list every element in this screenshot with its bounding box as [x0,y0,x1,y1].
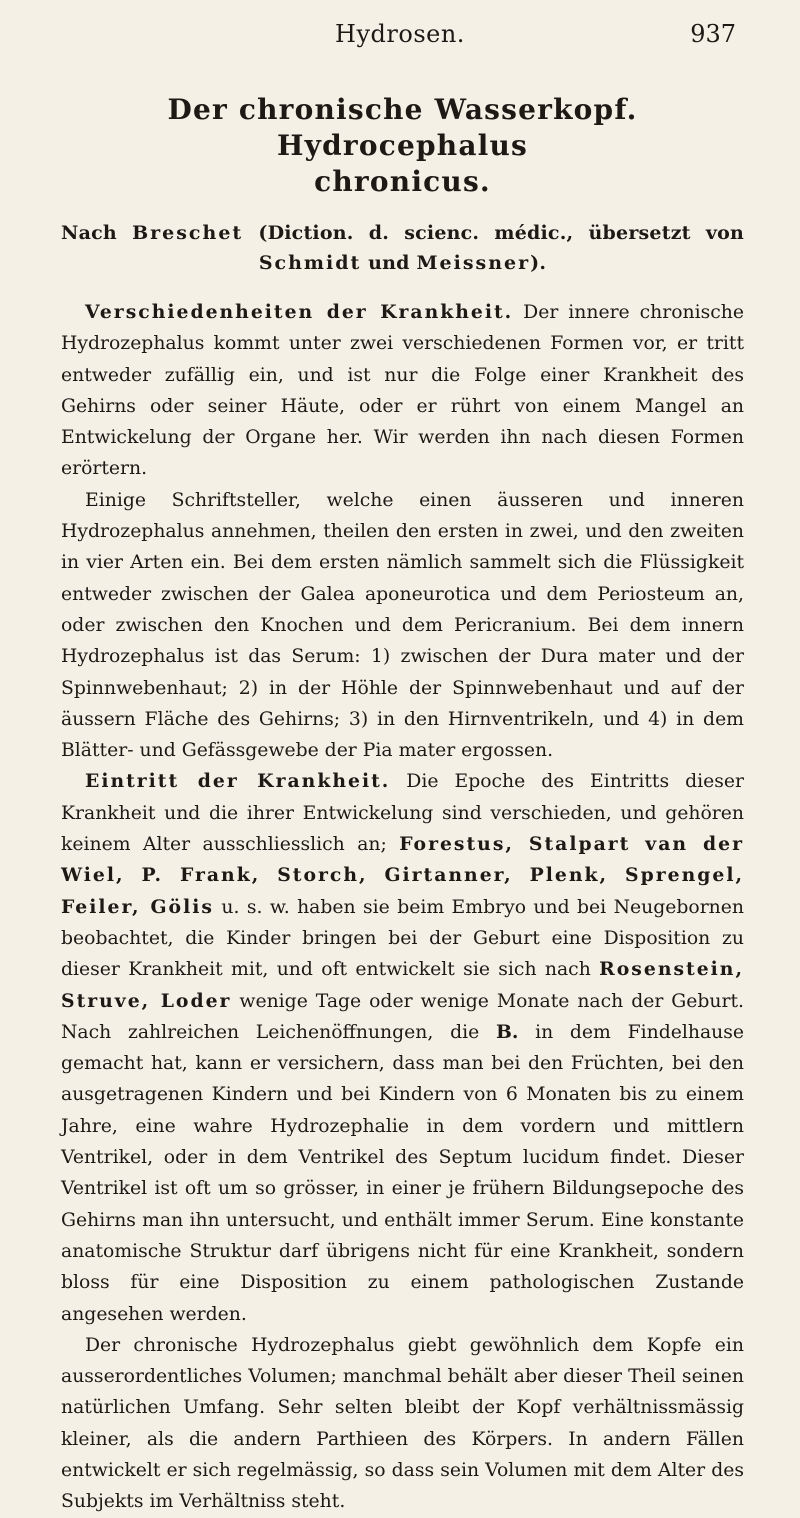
paragraph-forms [61,485,744,767]
page-number: 937 [690,20,736,48]
paragraph-text: Einige Schriftsteller, welche einen äusseren und inneren Hydrozephalus annehmen, theilen den ersten in zwei, und den zweiten in vier Arten ein. Bei dem ersten nämlich sammelt sich die Flüssigkeit entweder zwischen der Galea aponeurotica und dem Periosteum an, oder zwischen den Knochen und dem Pericranium. Bei dem innern Hydrozephalus ist das Serum: 1) zwischen der Dura mater und der Spinnwebenhaut; 2) in der Höhle der Spinnwebenhaut und auf der äussern Fläche des Gehirns; 3) in den Hirnventrikeln, und 4) in dem Blätter- und Gefässgewebe der Pia mater ergossen. [61,489,744,762]
source-citation [61,218,744,278]
paragraph-text: Die Epoche des Eintritts dieser Krankheit und die ihrer Entwickelung sind verschieden, und gehören keinem Alter ausschliesslich an; [61,771,744,856]
source-text: Nach [61,222,133,244]
chapter-title-line1: Der chronische Wasserkopf. Hydrocephalus [167,93,638,162]
paragraph-onset [61,766,744,1329]
paragraph-varieties [61,297,744,485]
source-text: ). [530,252,547,274]
author-initial: B. [495,1020,519,1043]
running-head [0,14,800,54]
author-names: Rosenstein, Struve, Loder [61,958,744,1012]
source-translator: Meissner [416,252,531,274]
paragraph-text: Der chronische Hydrozephalus giebt gewöhnlich dem Kopfe ein ausserordentliches Volumen; manchmal behält aber dieser Theil seinen natürlichen Umfang. Sehr selten bleibt der Kopf verhältnissmässig kleiner, als die andern Parthieen des Körpers. In andern Fällen entwickelt er sich regelmässig, so dass sein Volumen mit dem Alter des Subjekts im Verhältniss steht. [61,1334,744,1513]
paragraph-text: u. s. w. haben sie beim Embryo und bei Neugebornen beobachtet, die Kinder bringen bei der Geburt eine Disposition zu dieser Krankheit mit, und oft entwickelt sie sich nach [61,896,744,981]
paragraph-text: Der innere chronische Hydrozephalus kommt unter zwei verschiedenen Formen vor, er tritt entweder zufällig ein, und ist nur die Folge einer Krankheit des Gehirns oder seiner Häute, oder er rührt von einem Mangel an Entwickelung der Organe her. Wir werden ihn nach diesen Formen erörtern. [61,302,744,480]
chapter-title [61,92,744,200]
source-author: Breschet [132,222,244,244]
author-names: Forestus, Stalpart van der Wiel, P. Frank, Storch, Girtanner, Plenk, Sprengel, Feiler, Gölis [61,833,745,918]
source-text: (Diction. d. scienc. médic., übersetzt von [243,222,744,244]
section-heading: Verschiedenheiten der Krankheit. [85,301,514,323]
paragraph-volume [61,1330,744,1518]
source-translator: Schmidt [258,252,362,274]
chapter-title-line2: chronicus. [314,165,491,198]
section-heading: Eintritt der Krankheit. [85,770,391,793]
paragraph-text: in dem Findelhause gemacht hat, kann er versichern, dass man bei den Früchten, bei den ausgetragenen Kindern und bei Kindern von 6 Monaten bis zu einem Jahre, eine wahre Hydrozephalie in dem vordern und mittlern Ventrikel, oder in dem Ventrikel des Septum lucidum findet. Dieser Ventrikel ist oft um so grösser, in einer je frühern Bildungsepoche des Gehirns man ihn untersucht, und enthält immer Serum. Eine konstante anatomische Struktur darf übrigens nicht für eine Krankheit, sondern bloss für eine Disposition zu einem pathologischen Zustande angesehen werden. [61,1021,744,1325]
page-content [61,92,744,1518]
running-title: Hydrosen. [335,20,465,48]
paragraph-text: wenige Tage oder wenige Monate nach der Geburt. Nach zahlreichen Leichenöffnungen, die [61,990,744,1043]
source-text: und [361,252,417,274]
